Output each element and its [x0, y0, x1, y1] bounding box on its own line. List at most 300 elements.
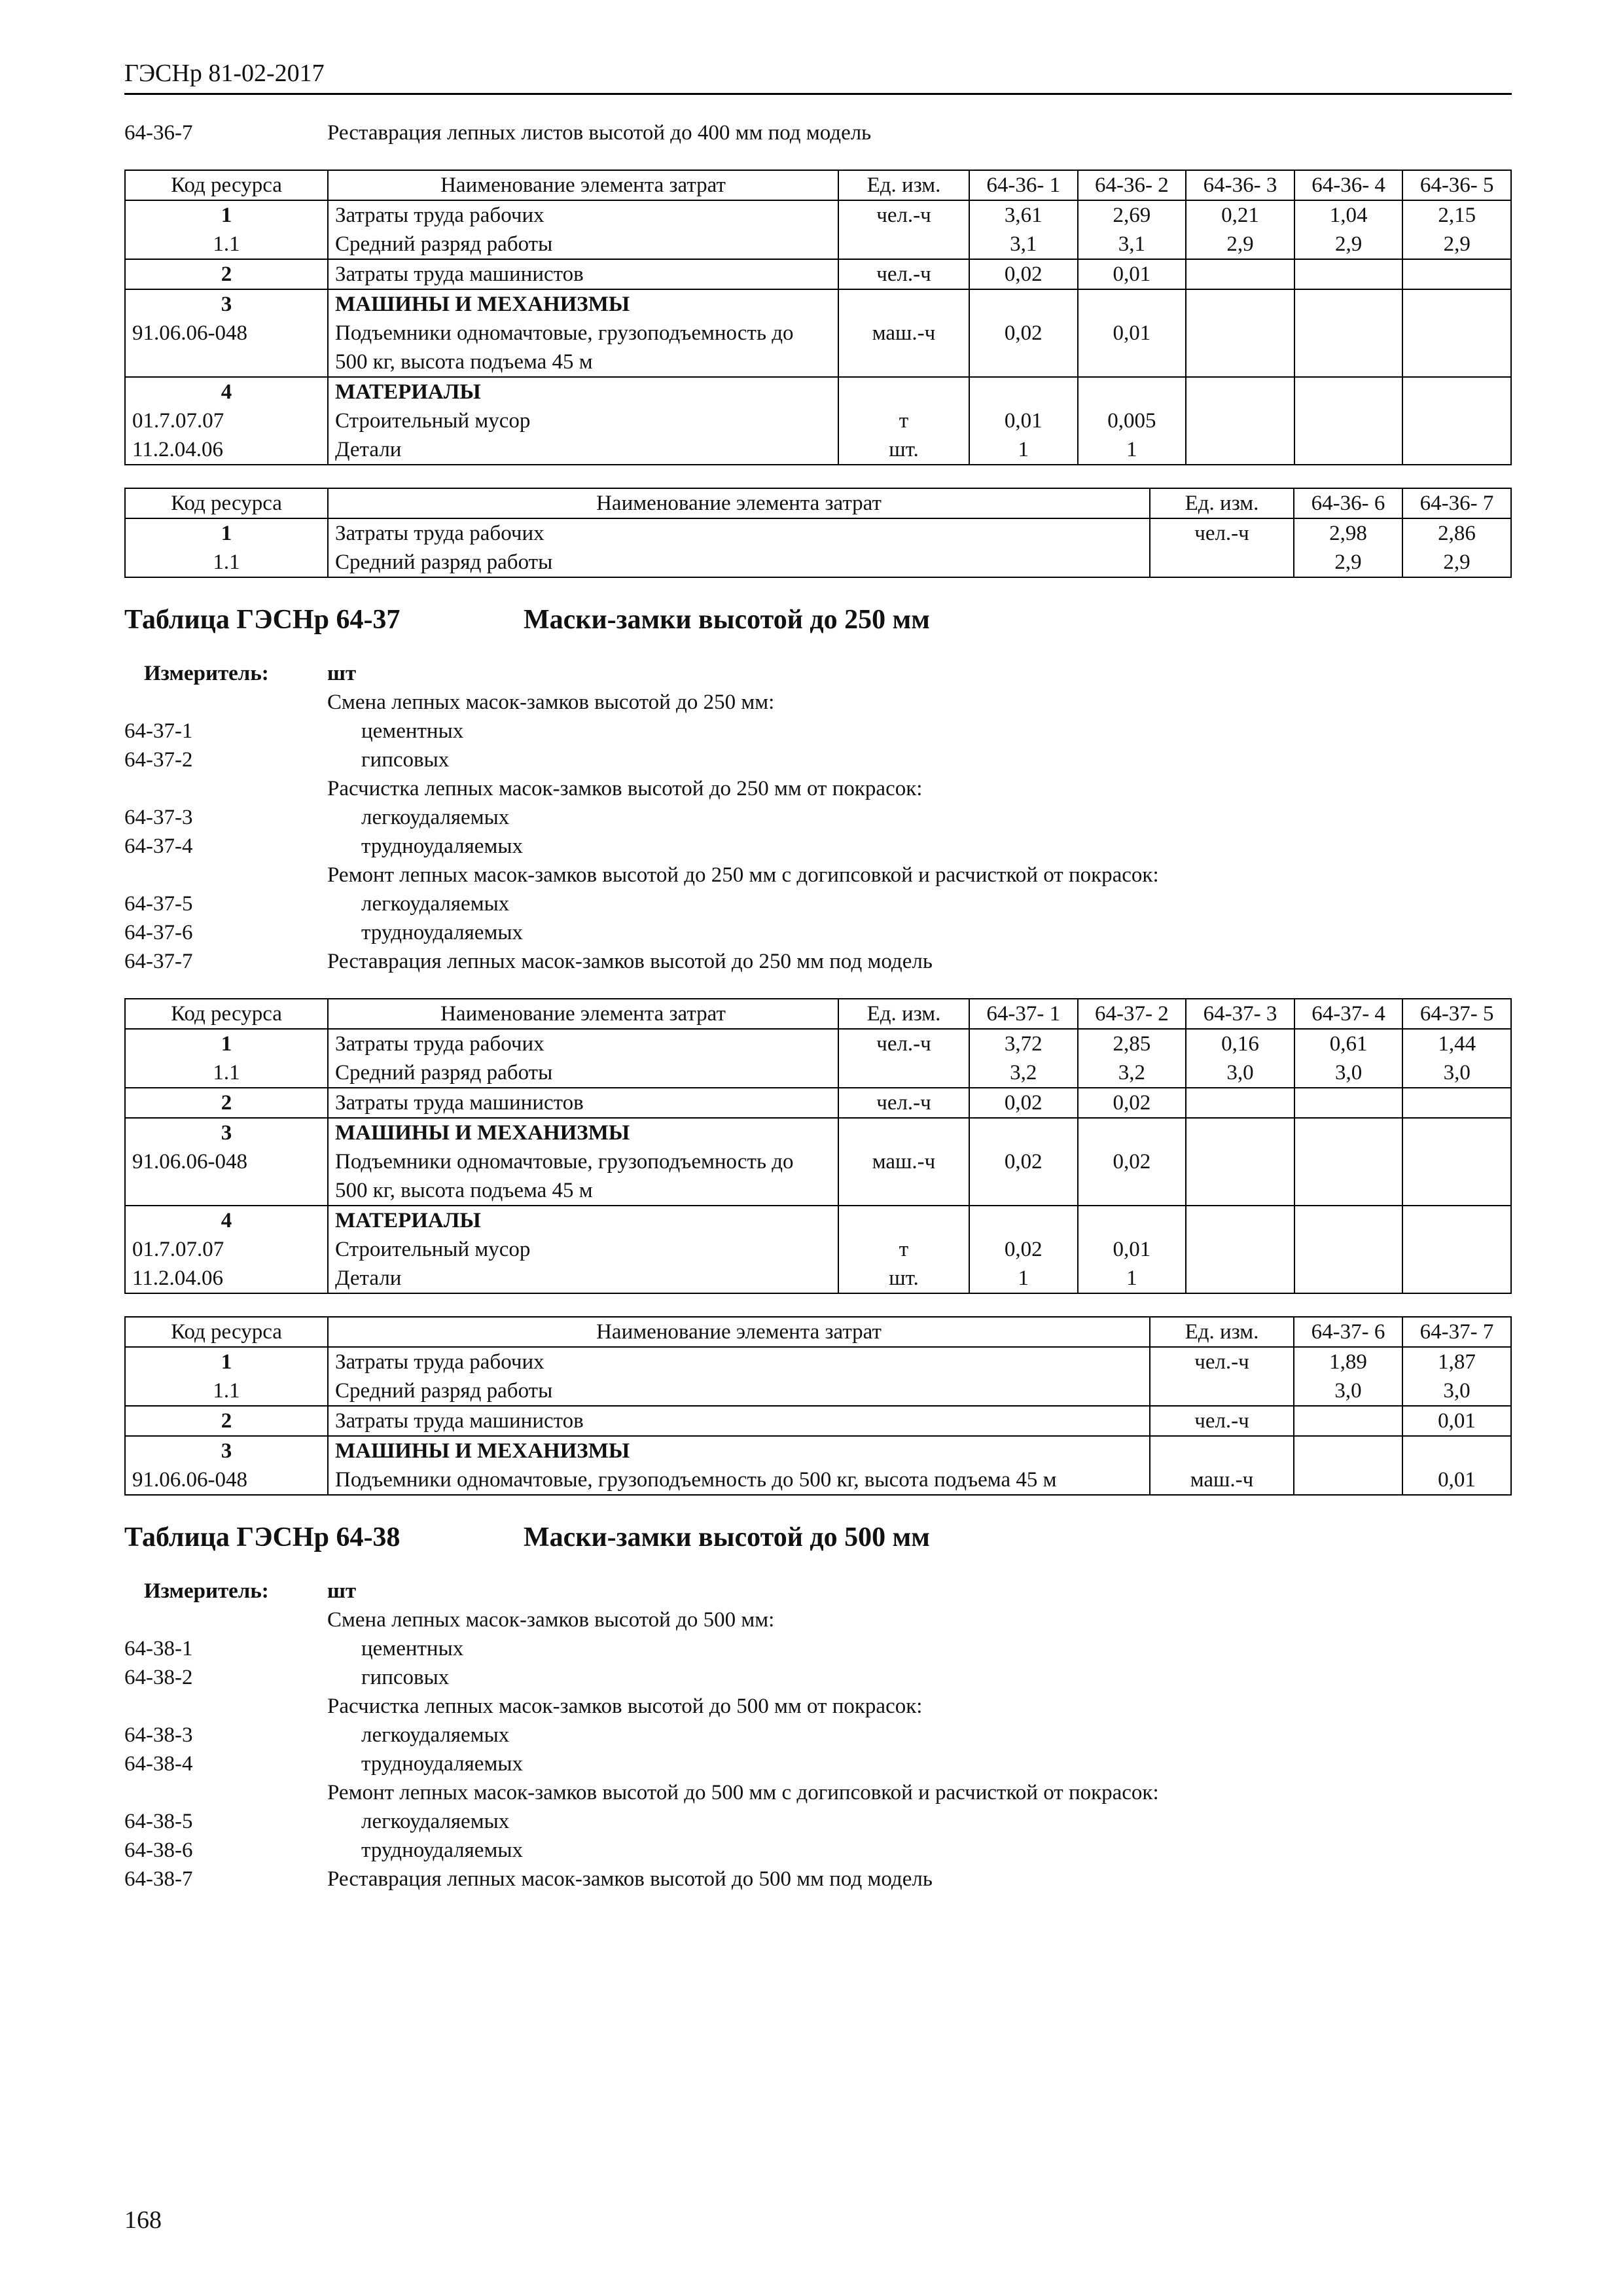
value-cell: 2,86: [1402, 518, 1511, 548]
item-code: 64-36-7: [124, 121, 193, 145]
value-cell: [1294, 1206, 1403, 1235]
table-row: [125, 1147, 1511, 1206]
table-row: [125, 406, 1511, 435]
value-cell: [1186, 1264, 1294, 1293]
item-text: Смена лепных масок-замков высотой до 250 мм:: [327, 691, 775, 714]
unit-cell: чел.-ч: [838, 259, 969, 289]
unit-cell: чел.-ч: [838, 1088, 969, 1118]
value-cell: [1186, 319, 1294, 377]
resource-code-cell: 1: [125, 518, 328, 548]
value-cell: 0,16: [1186, 1029, 1294, 1058]
value-cell: 0,21: [1186, 200, 1294, 230]
measure-value: шт: [327, 662, 357, 685]
table-header-row: [125, 488, 1511, 518]
section-title-cell: МАШИНЫ И МЕХАНИЗМЫ: [328, 1436, 1150, 1465]
list-item: [124, 1749, 1512, 1778]
value-cell: [1402, 435, 1511, 465]
value-cell: [969, 1118, 1078, 1147]
item-code: 64-38-6: [124, 1839, 193, 1862]
value-cell: 3,0: [1186, 1058, 1294, 1088]
table-row: [125, 230, 1511, 259]
value-cell: [1186, 1088, 1294, 1118]
value-cell: [1186, 1235, 1294, 1264]
value-cell: [1402, 406, 1511, 435]
value-cell: 1: [1078, 435, 1186, 465]
value-cell: 1,89: [1294, 1347, 1402, 1376]
table-header-row: [125, 1317, 1511, 1347]
item-text: трудноудаляемых: [361, 1752, 524, 1776]
value-cell: [1294, 1264, 1403, 1293]
table-title-64-37: [124, 604, 1512, 636]
value-cell: 1,44: [1402, 1029, 1511, 1058]
table-row: [125, 289, 1511, 319]
item-text: Реставрация лепных масок-замков высотой до 250 мм под модель: [327, 950, 933, 973]
measure-line: [124, 659, 1512, 688]
resource-code-cell: 11.2.04.06: [125, 435, 328, 465]
value-cell: 0,01: [1078, 319, 1186, 377]
value-cell: 0,02: [1078, 1088, 1186, 1118]
value-cell: 1,04: [1294, 200, 1403, 230]
header-cell: 64-37- 1: [969, 999, 1078, 1029]
value-cell: 3,1: [1078, 230, 1186, 259]
unit-cell: [838, 1118, 969, 1147]
resource-code-cell: 1: [125, 1029, 328, 1058]
value-cell: 2,98: [1294, 518, 1402, 548]
value-cell: [1402, 1436, 1511, 1465]
resource-name-cell: Средний разряд работы: [328, 230, 838, 259]
value-cell: 3,2: [1078, 1058, 1186, 1088]
header-cell: Ед. изм.: [1150, 1317, 1294, 1347]
measure-value: шт: [327, 1579, 357, 1603]
value-cell: 2,9: [1402, 230, 1511, 259]
resource-code-cell: 2: [125, 1088, 328, 1118]
resource-name-cell: Затраты труда машинистов: [328, 1406, 1150, 1436]
item-text: легкоудаляемых: [361, 1723, 510, 1747]
item-text: трудноудаляемых: [361, 1839, 524, 1862]
value-cell: [1294, 319, 1403, 377]
value-cell: [1294, 1088, 1403, 1118]
resource-table-64-37-b: [124, 1316, 1512, 1496]
value-cell: 3,61: [969, 200, 1078, 230]
header-cell: 64-36- 6: [1294, 488, 1402, 518]
value-cell: [1402, 1235, 1511, 1264]
unit-cell: чел.-ч: [1150, 1406, 1294, 1436]
value-cell: [1402, 259, 1511, 289]
value-cell: [1294, 259, 1403, 289]
measure-line: [124, 1577, 1512, 1605]
value-cell: 2,69: [1078, 200, 1186, 230]
value-cell: 0,02: [969, 1235, 1078, 1264]
value-cell: [1078, 1206, 1186, 1235]
value-cell: [1186, 1206, 1294, 1235]
table-row: [125, 1058, 1511, 1088]
work-list-64-37: [124, 688, 1512, 976]
resource-table-64-36-a: [124, 170, 1512, 465]
header-cell: 64-37- 7: [1402, 1317, 1511, 1347]
list-item: [124, 1663, 1512, 1692]
value-cell: [1186, 1147, 1294, 1206]
page: [124, 59, 1512, 1893]
value-cell: 0,01: [1078, 259, 1186, 289]
value-cell: [1402, 1147, 1511, 1206]
unit-cell: [838, 230, 969, 259]
item-text: Реставрация лепных масок-замков высотой до 500 мм под модель: [327, 1867, 933, 1891]
value-cell: [1294, 1406, 1402, 1436]
resource-code-cell: 91.06.06-048: [125, 1147, 328, 1206]
item-text: легкоудаляемых: [361, 806, 510, 829]
header-cell: Код ресурса: [125, 488, 328, 518]
measure-label: Измеритель:: [144, 662, 269, 685]
unit-cell: [1150, 1376, 1294, 1406]
value-cell: [1186, 1118, 1294, 1147]
item-code: [124, 1692, 327, 1721]
list-item: [124, 1605, 1512, 1634]
unit-cell: [838, 1206, 969, 1235]
item-code: 64-37-3: [124, 806, 193, 829]
item-code: 64-38-5: [124, 1810, 193, 1833]
value-cell: [1078, 1118, 1186, 1147]
value-cell: [1186, 435, 1294, 465]
table-title-64-38: [124, 1522, 1512, 1553]
section-title-cell: МАТЕРИАЛЫ: [328, 377, 838, 406]
table-row: [125, 1029, 1511, 1058]
unit-cell: маш.-ч: [1150, 1465, 1294, 1495]
item-text: гипсовых: [361, 1666, 450, 1689]
resource-code-cell: 01.7.07.07: [125, 406, 328, 435]
value-cell: 3,72: [969, 1029, 1078, 1058]
header-cell: 64-37- 2: [1078, 999, 1186, 1029]
value-cell: 0,01: [969, 406, 1078, 435]
resource-code-cell: 1.1: [125, 230, 328, 259]
list-item: [124, 745, 1512, 774]
header-cell: 64-37- 4: [1294, 999, 1403, 1029]
item-text: трудноудаляемых: [361, 834, 524, 858]
header-cell: Код ресурса: [125, 170, 328, 200]
value-cell: [1402, 377, 1511, 406]
resource-code-cell: 1: [125, 200, 328, 230]
resource-name-cell: Строительный мусор: [328, 406, 838, 435]
header-cell: Ед. изм.: [838, 170, 969, 200]
unit-cell: т: [838, 1235, 969, 1264]
item-code: 64-37-4: [124, 834, 193, 858]
list-item: [124, 1865, 1512, 1893]
list-item: [124, 861, 1512, 889]
section-title-cell: МАШИНЫ И МЕХАНИЗМЫ: [328, 289, 838, 319]
table-header-row: [125, 999, 1511, 1029]
list-item: [124, 717, 1512, 745]
list-item: [124, 918, 1512, 947]
item-text: гипсовых: [361, 748, 450, 772]
item-text: цементных: [361, 719, 464, 743]
table-number: Таблица ГЭСНр 64-38: [124, 1522, 401, 1552]
list-item: [124, 1807, 1512, 1836]
resource-name-cell: Затраты труда машинистов: [328, 259, 838, 289]
value-cell: [1402, 289, 1511, 319]
value-cell: 3,0: [1294, 1376, 1402, 1406]
list-item: [124, 832, 1512, 861]
resource-code-cell: 4: [125, 377, 328, 406]
value-cell: 1,87: [1402, 1347, 1511, 1376]
value-cell: [1186, 259, 1294, 289]
unit-cell: [1150, 1436, 1294, 1465]
header-cell: Наименование элемента затрат: [328, 170, 838, 200]
resource-name-cell: Строительный мусор: [328, 1235, 838, 1264]
table-row: [125, 435, 1511, 465]
resource-code-cell: 2: [125, 259, 328, 289]
resource-name-cell: Подъемники одномачтовые, грузоподъемность до 500 кг, высота подъема 45 м: [328, 1147, 838, 1206]
value-cell: [1294, 406, 1403, 435]
resource-code-cell: 3: [125, 1436, 328, 1465]
header-cell: 64-36- 2: [1078, 170, 1186, 200]
work-list-64-38: [124, 1605, 1512, 1893]
unit-cell: [838, 377, 969, 406]
unit-cell: чел.-ч: [838, 200, 969, 230]
section-title-cell: МАШИНЫ И МЕХАНИЗМЫ: [328, 1118, 838, 1147]
resource-code-cell: 01.7.07.07: [125, 1235, 328, 1264]
item-code: 64-38-4: [124, 1752, 193, 1776]
value-cell: [969, 289, 1078, 319]
item-code: 64-38-7: [124, 1867, 193, 1891]
value-cell: 0,01: [1402, 1465, 1511, 1495]
header-cell: Наименование элемента затрат: [328, 488, 1150, 518]
value-cell: [1294, 377, 1403, 406]
unit-cell: т: [838, 406, 969, 435]
value-cell: 3,1: [969, 230, 1078, 259]
header-cell: 64-37- 6: [1294, 1317, 1402, 1347]
unit-cell: [838, 1058, 969, 1088]
value-cell: 1: [969, 1264, 1078, 1293]
table-row: [125, 548, 1511, 577]
measure-label: Измеритель:: [144, 1579, 269, 1603]
header-cell: 64-36- 3: [1186, 170, 1294, 200]
value-cell: 3,0: [1402, 1058, 1511, 1088]
item-code: [124, 861, 327, 889]
item-code: 64-37-2: [124, 748, 193, 772]
item-text: Расчистка лепных масок-замков высотой до 250 мм от покрасок:: [327, 777, 923, 800]
value-cell: [969, 1206, 1078, 1235]
item-code: [124, 774, 327, 803]
value-cell: 2,9: [1294, 230, 1403, 259]
table-row: [125, 1465, 1511, 1495]
unit-cell: [1150, 548, 1294, 577]
resource-name-cell: Средний разряд работы: [328, 548, 1150, 577]
value-cell: [1402, 1264, 1511, 1293]
resource-code-cell: 1: [125, 1347, 328, 1376]
header-cell: 64-37- 3: [1186, 999, 1294, 1029]
item-text: легкоудаляемых: [361, 892, 510, 916]
table-number: Таблица ГЭСНр 64-37: [124, 605, 401, 635]
resource-name-cell: Затраты труда рабочих: [328, 200, 838, 230]
value-cell: 3,2: [969, 1058, 1078, 1088]
unit-cell: шт.: [838, 435, 969, 465]
item-text: Ремонт лепных масок-замков высотой до 500 мм с догипсовкой и расчисткой от покрасок:: [327, 1781, 1159, 1804]
table-row: [125, 1436, 1511, 1465]
resource-table-64-37-a: [124, 998, 1512, 1294]
value-cell: 1: [1078, 1264, 1186, 1293]
value-cell: [1078, 377, 1186, 406]
page-number: 168: [124, 2206, 162, 2234]
value-cell: 2,9: [1294, 548, 1402, 577]
resource-code-cell: 3: [125, 1118, 328, 1147]
list-item: [124, 1836, 1512, 1865]
item-code: 64-37-7: [124, 950, 193, 973]
resource-code-cell: 1.1: [125, 548, 328, 577]
resource-name-cell: Детали: [328, 1264, 838, 1293]
value-cell: 0,02: [1078, 1147, 1186, 1206]
item-code: 64-37-5: [124, 892, 193, 916]
header-cell: 64-37- 5: [1402, 999, 1511, 1029]
list-item: [124, 774, 1512, 803]
resource-code-cell: 11.2.04.06: [125, 1264, 328, 1293]
value-cell: [1186, 406, 1294, 435]
list-item: [124, 1778, 1512, 1807]
value-cell: [1186, 377, 1294, 406]
unit-cell: шт.: [838, 1264, 969, 1293]
table-row: [125, 377, 1511, 406]
resource-name-cell: Затраты труда рабочих: [328, 1029, 838, 1058]
item-text: трудноудаляемых: [361, 921, 524, 944]
item-text: Смена лепных масок-замков высотой до 500 мм:: [327, 1608, 775, 1632]
value-cell: [1402, 1118, 1511, 1147]
header-cell: Ед. изм.: [1150, 488, 1294, 518]
table-row: [125, 1406, 1511, 1436]
value-cell: [1186, 289, 1294, 319]
value-cell: 1: [969, 435, 1078, 465]
item-text: Ремонт лепных масок-замков высотой до 250 мм с догипсовкой и расчисткой от покрасок:: [327, 863, 1159, 887]
value-cell: [1294, 435, 1403, 465]
table-row: [125, 1088, 1511, 1118]
header-cell: 64-36- 1: [969, 170, 1078, 200]
header-cell: Код ресурса: [125, 999, 328, 1029]
table-row: [125, 1264, 1511, 1293]
table-row: [125, 1118, 1511, 1147]
value-cell: [1294, 1235, 1403, 1264]
resource-name-cell: Затраты труда рабочих: [328, 518, 1150, 548]
item-code: 64-37-6: [124, 921, 193, 944]
list-item: [124, 688, 1512, 717]
item-code: [124, 688, 327, 717]
item-text: легкоудаляемых: [361, 1810, 510, 1833]
header-cell: Ед. изм.: [838, 999, 969, 1029]
value-cell: [1294, 1118, 1403, 1147]
table-row: [125, 319, 1511, 377]
header-cell: Наименование элемента затрат: [328, 999, 838, 1029]
header-cell: Наименование элемента затрат: [328, 1317, 1150, 1347]
value-cell: [1402, 1088, 1511, 1118]
resource-table-64-36-b: [124, 488, 1512, 578]
value-cell: 0,02: [969, 1147, 1078, 1206]
item-text: цементных: [361, 1637, 464, 1660]
value-cell: [1402, 1206, 1511, 1235]
header-cell: 64-36- 4: [1294, 170, 1403, 200]
item-code: 64-38-2: [124, 1666, 193, 1689]
table-name: Маски-замки высотой до 500 мм: [524, 1522, 930, 1552]
value-cell: [1294, 289, 1403, 319]
value-cell: [1294, 1147, 1403, 1206]
value-cell: 0,02: [969, 259, 1078, 289]
list-item: [124, 803, 1512, 832]
item-code: 64-37-1: [124, 719, 193, 743]
item-code: 64-38-1: [124, 1637, 193, 1660]
resource-code-cell: 1.1: [125, 1376, 328, 1406]
value-cell: 0,02: [969, 1088, 1078, 1118]
value-cell: [969, 377, 1078, 406]
header-cell: Код ресурса: [125, 1317, 328, 1347]
item-text: Расчистка лепных масок-замков высотой до 500 мм от покрасок:: [327, 1695, 923, 1718]
table-row: [125, 1206, 1511, 1235]
value-cell: [1294, 1465, 1402, 1495]
table-row: [125, 259, 1511, 289]
item-code: [124, 1778, 327, 1807]
value-cell: [1294, 1436, 1402, 1465]
table-row: [125, 1376, 1511, 1406]
value-cell: 0,61: [1294, 1029, 1403, 1058]
resource-code-cell: 1.1: [125, 1058, 328, 1088]
value-cell: 3,0: [1402, 1376, 1511, 1406]
item-code: [124, 1605, 327, 1634]
resource-code-cell: 3: [125, 289, 328, 319]
list-item: [124, 1692, 1512, 1721]
value-cell: 0,01: [1402, 1406, 1511, 1436]
list-item: [124, 947, 1512, 976]
header-cell: 64-36- 5: [1402, 170, 1511, 200]
document-header: ГЭСНр 81-02-2017: [124, 59, 1512, 95]
unit-cell: маш.-ч: [838, 319, 969, 377]
value-cell: 2,9: [1402, 548, 1511, 577]
resource-code-cell: 4: [125, 1206, 328, 1235]
table-header-row: [125, 170, 1511, 200]
resource-name-cell: Средний разряд работы: [328, 1058, 838, 1088]
unit-cell: чел.-ч: [1150, 1347, 1294, 1376]
resource-code-cell: 2: [125, 1406, 328, 1436]
resource-name-cell: Подъемники одномачтовые, грузоподъемность до 500 кг, высота подъема 45 м: [328, 1465, 1150, 1495]
resource-name-cell: Детали: [328, 435, 838, 465]
value-cell: 2,15: [1402, 200, 1511, 230]
resource-code-cell: 91.06.06-048: [125, 1465, 328, 1495]
header-cell: 64-36- 7: [1402, 488, 1511, 518]
resource-name-cell: Подъемники одномачтовые, грузоподъемность до 500 кг, высота подъема 45 м: [328, 319, 838, 377]
table-row: [125, 518, 1511, 548]
value-cell: 0,02: [969, 319, 1078, 377]
table-row: [125, 1347, 1511, 1376]
value-cell: 3,0: [1294, 1058, 1403, 1088]
resource-code-cell: 91.06.06-048: [125, 319, 328, 377]
section-title-cell: МАТЕРИАЛЫ: [328, 1206, 838, 1235]
table-row: [125, 1235, 1511, 1264]
value-cell: 2,9: [1186, 230, 1294, 259]
intro-line: [124, 118, 1512, 147]
unit-cell: чел.-ч: [1150, 518, 1294, 548]
value-cell: 2,85: [1078, 1029, 1186, 1058]
unit-cell: чел.-ч: [838, 1029, 969, 1058]
list-item: [124, 1634, 1512, 1663]
list-item: [124, 889, 1512, 918]
resource-name-cell: Затраты труда машинистов: [328, 1088, 838, 1118]
item-code: 64-38-3: [124, 1723, 193, 1747]
table-name: Маски-замки высотой до 250 мм: [524, 605, 930, 635]
value-cell: 0,01: [1078, 1235, 1186, 1264]
value-cell: [1078, 289, 1186, 319]
resource-name-cell: Средний разряд работы: [328, 1376, 1150, 1406]
item-text: Реставрация лепных листов высотой до 400 мм под модель: [327, 121, 872, 145]
table-row: [125, 200, 1511, 230]
unit-cell: маш.-ч: [838, 1147, 969, 1206]
value-cell: 0,005: [1078, 406, 1186, 435]
unit-cell: [838, 289, 969, 319]
resource-name-cell: Затраты труда рабочих: [328, 1347, 1150, 1376]
list-item: [124, 1721, 1512, 1749]
value-cell: [1402, 319, 1511, 377]
